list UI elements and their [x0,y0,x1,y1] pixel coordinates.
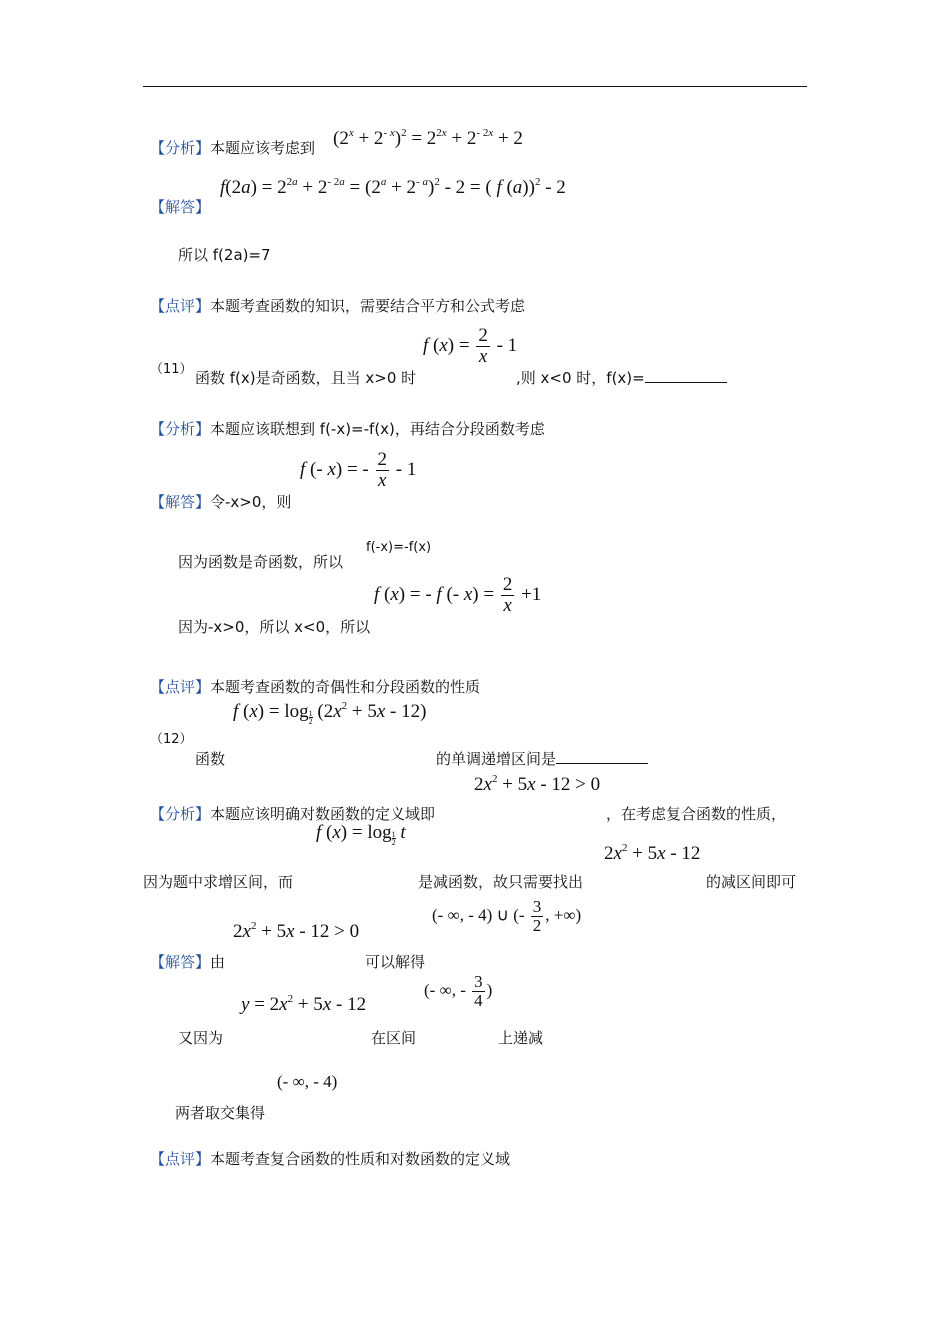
q12-analysis-line [150,803,435,824]
q12-text-b-label: 的单调递增区间是 [436,750,557,768]
q12-result-formula: (- ∞, - 4) [277,1072,338,1091]
q12-analysis-text-b: ，在考虑复合函数的性质， [606,805,787,823]
q12-line3-b: 是减函数，故只需要找出 [418,873,584,891]
q11-answer-blank[interactable] [645,368,727,383]
q11-because2-text: 因为-x>0，所以 x<0，所以 [178,618,371,636]
q12-y-formula: $y = 2x^2 + 5x - 12$ [241,993,367,1015]
q11-analysis-text: 本题应该联想到 f(-x)=-f(x)，再结合分段函数考虑 [210,420,545,438]
q12-quad-formula: $2x^2 + 5x - 12$ [604,842,701,864]
q12-answer-text-a: 由 [210,953,226,971]
q12-answer-text-b: 可以解得 [365,953,426,971]
comment-text: 本题考查函数的知识，需要结合平方和公式考虑 [210,297,526,315]
q12-line3-c: 的减区间即可 [706,873,797,891]
comment-line-1 [150,295,525,316]
q12-comment-text: 本题考查复合函数的性质和对数函数的定义域 [210,1150,511,1168]
q12-again-c: 上递减 [498,1029,544,1047]
q11-text-a: 函数 f(x)是奇函数，且当 x>0 时 [195,369,417,387]
q11-comment-text: 本题考查函数的奇偶性和分段函数的性质 [210,678,481,696]
q11-answer-line [150,491,291,512]
analysis-formula-1: $(2^x + 2^{- x})^2 = 2^{2x} + 2^{- 2x} + 2$ [333,127,523,149]
q12-line3-a: 因为题中求增区间，而 [143,873,294,891]
q12-comment-tag: 【点评】 [150,1150,211,1168]
q12-interval-formula: (- ∞, - $\frac{3}{4}$ ) [424,972,493,1010]
q12-again-a: 又因为 [178,1029,224,1047]
q12-union-formula: (- ∞, - 4) ∪ (- $\frac{3}{2}$ , +∞) [432,897,582,935]
q11-because-formula: f(-x)=-f(x) [366,540,432,555]
q11-answer-text: 令-x>0，则 [210,493,292,511]
q12-text-a: 函数 [195,750,226,768]
q12-ineq-formula: $2x^2 + 5x - 12 > 0$ [233,920,360,942]
q12-answer-tag: 【解答】 [150,953,211,971]
q11-formula: f (x) = $\frac{2}{x}$ - 1 [423,325,518,367]
q11-comment-tag: 【点评】 [150,678,211,696]
analysis-text: 本题应该考虑到 [210,139,316,157]
analysis-tag: 【分析】 [150,139,211,157]
q12-again-b: 在区间 [371,1029,417,1047]
q11-text-b-label: ,则 x<0 时，f(x)= [516,369,645,387]
answer-line-1 [150,196,210,217]
q12-comment-line [150,1148,510,1169]
q11-analysis-line [150,418,545,439]
q11-number: （11） [150,362,193,377]
answer-formula-1: $f(2a) = 2^{2a} + 2^{- 2a} = (2^a + 2^{- a})^2 - 2$ = ( f (a))$^2$ - 2 [220,176,566,198]
q12-intersect-text: 两者取交集得 [175,1104,266,1122]
q12-formula: f (x) = log $_{\frac{1}{2}}$ $(2x^2 + 5x - 12)$ [233,700,427,727]
q11-analysis-tag: 【分析】 [150,420,211,438]
q11-formula-neg: f (- x) = - $\frac{2}{x}$ - 1 [300,449,417,491]
q11-because-text: 因为函数是奇函数，所以 [178,553,344,571]
analysis-line-1 [150,137,315,158]
q12-number: （12） [150,732,193,747]
q12-analysis-text-a: 本题应该明确对数函数的定义域即 [210,805,436,823]
q11-formula-final: f (x) = - f (- x) = $\frac{2}{x}$ +1 [374,574,542,616]
q12-domain-formula: $2x^2 + 5x - 12 > 0$ [474,773,601,795]
q12-log-t-formula: f (x) = log $_{\frac{1}{2}}$ t [316,822,406,848]
q12-text-b [436,748,648,769]
header-rule [143,86,807,87]
answer-tag: 【解答】 [150,198,211,216]
comment-tag: 【点评】 [150,297,211,315]
q11-answer-tag: 【解答】 [150,493,211,511]
result-line-1: 所以 f(2a)=7 [178,246,271,264]
q12-answer-blank[interactable] [556,749,648,764]
q11-comment-line [150,676,480,697]
q11-text-b [516,367,727,388]
q12-analysis-tag: 【分析】 [150,805,211,823]
q12-answer-line [150,951,225,972]
